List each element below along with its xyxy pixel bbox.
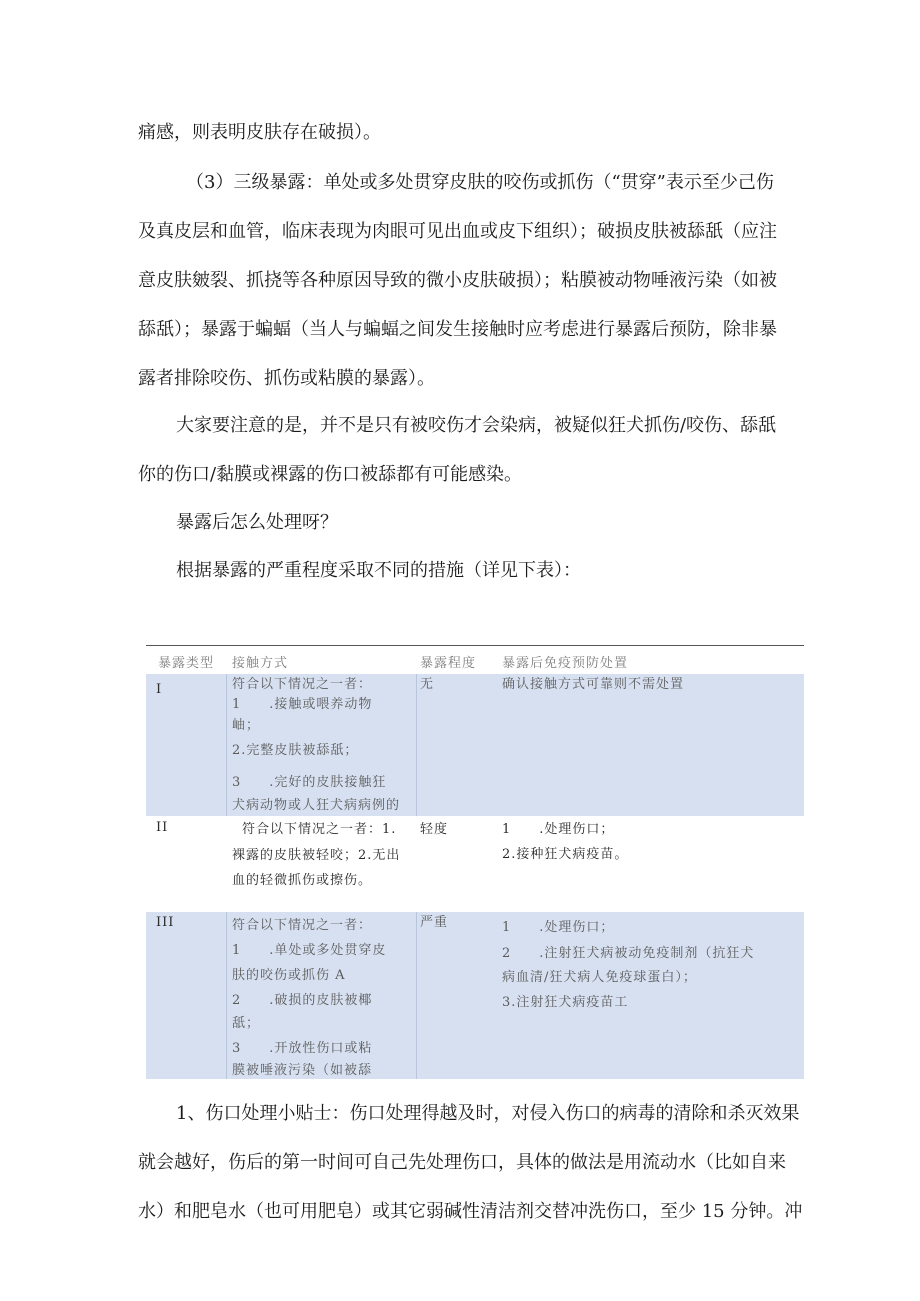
row-1-contact-line: 符合以下情况之一者： [232,677,373,692]
paragraph-line: 痛感，则表明皮肤存在破损）。 [138,122,381,143]
row-1-degree: 无 [420,677,435,692]
row-2-treatment-line: 2.接种狂犬病疫苗。 [502,847,629,862]
row-3-treatment-line: 1 .处理伤口； [502,920,615,935]
row-3-type: III [156,915,175,930]
paragraph-line: 及真皮层和血管，临床表现为肉眼可见出血或皮下组织）；破损皮肤被舔舐（应注 [138,221,777,242]
row-3-contact-line: 膜被唾液污染（如被舔 [232,1063,373,1078]
row-3-contact-line: 肤的咬伤或抓伤 A [232,968,346,983]
row-3-treatment-line: 2 .注射狂犬病被动免疫制剂（抗狂犬 [502,946,755,961]
row-2-degree: 轻度 [420,822,449,837]
table-top-rule [146,645,804,646]
column-divider [416,912,417,1079]
row-3-contact-line: 2 .破损的皮肤被椰 [232,993,373,1008]
row-3-treatment-line: 病血清/狂犬病人免疫球蛋白）； [502,970,697,985]
header-contact-method: 接触方式 [232,656,289,671]
paragraph-line: 大家要注意的是，并不是只有被咬伤才会染病，被疑似狂犬抓伤/咬伤、舔舐 [176,415,777,436]
row-2-contact-line: 裸露的皮肤被轻咬；2.无出 [232,848,401,863]
row-2-contact-line: 血的轻微抓伤或擦伤。 [232,873,373,888]
paragraph-line: 就会越好，伤后的第一时间可自己先处理伤口，具体的做法是用流动水（比如自来 [138,1152,786,1173]
row-3-degree: 严重 [420,915,449,930]
paragraph-line: 露者排除咬伤、抓伤或粘膜的暴露）。 [138,368,435,389]
row-2-treatment-line: 1 .处理伤口； [502,822,615,837]
row-3-contact-line: 舐； [232,1016,261,1031]
paragraph-line: 水）和肥皂水（也可用肥皂）或其它弱碱性清洁剂交替冲洗伤口，至少 15 分钟。冲 [138,1201,803,1222]
row-2-contact-line: 符合以下情况之一者：1. [242,822,397,837]
paragraph-line: 意皮肤皴裂、抓挠等各种原因导致的微小皮肤破损）；粘膜被动物唾液污染（如被 [138,270,777,291]
row-3-treatment-line: 3.注射狂犬病疫苗工 [502,995,629,1010]
row-1-treatment-line: 确认接触方式可靠则不需处置 [502,677,685,692]
row-3-contact-line: 3 .开放性伤口或粘 [232,1041,373,1056]
column-divider [226,912,227,1079]
column-divider [416,674,417,816]
row-1-contact-line: 岫； [232,718,261,733]
row-1-type: I [156,682,163,697]
row-2-type: II [156,820,169,835]
row-1-contact-line: 犬病动物或人狂犬病病例的 [232,798,401,813]
paragraph-line: 根据暴露的严重程度采取不同的措施（详见下表）： [176,560,581,581]
paragraph-line: （3）三级暴露：单处或多处贯穿皮肤的咬伤或抓伤（“贯穿”表示至少己伤 [186,172,774,193]
header-exposure-degree: 暴露程度 [420,656,477,671]
header-exposure-type: 暴露类型 [158,656,215,671]
paragraph-line: 你的伤口/黏膜或裸露的伤口被舔都有可能感染。 [138,464,523,485]
paragraph-line: 暴露后怎么处理呀？ [176,512,338,533]
header-treatment: 暴露后免疫预防处置 [502,656,629,671]
paragraph-line: 1、伤口处理小贴士：伤口处理得越及时，对侵入伤口的病毒的清除和杀灭效果 [176,1103,800,1124]
row-3-contact-line: 1 .单处或多处贯穿皮 [232,943,387,958]
row-1-contact-line: 3 .完好的皮肤接触狂 [232,775,387,790]
paragraph-line: 舔舐）；暴露于蝙蝠（当人与蝙蝠之间发生接触时应考虑进行暴露后预防，除非暴 [138,319,777,340]
column-divider [226,674,227,816]
row-3-contact-line: 符合以下情况之一者： [232,918,373,933]
row-1-contact-line: 1 .接触或喂养动物 [232,697,373,712]
row-1-contact-line: 2.完整皮肤被舔舐； [232,743,359,758]
